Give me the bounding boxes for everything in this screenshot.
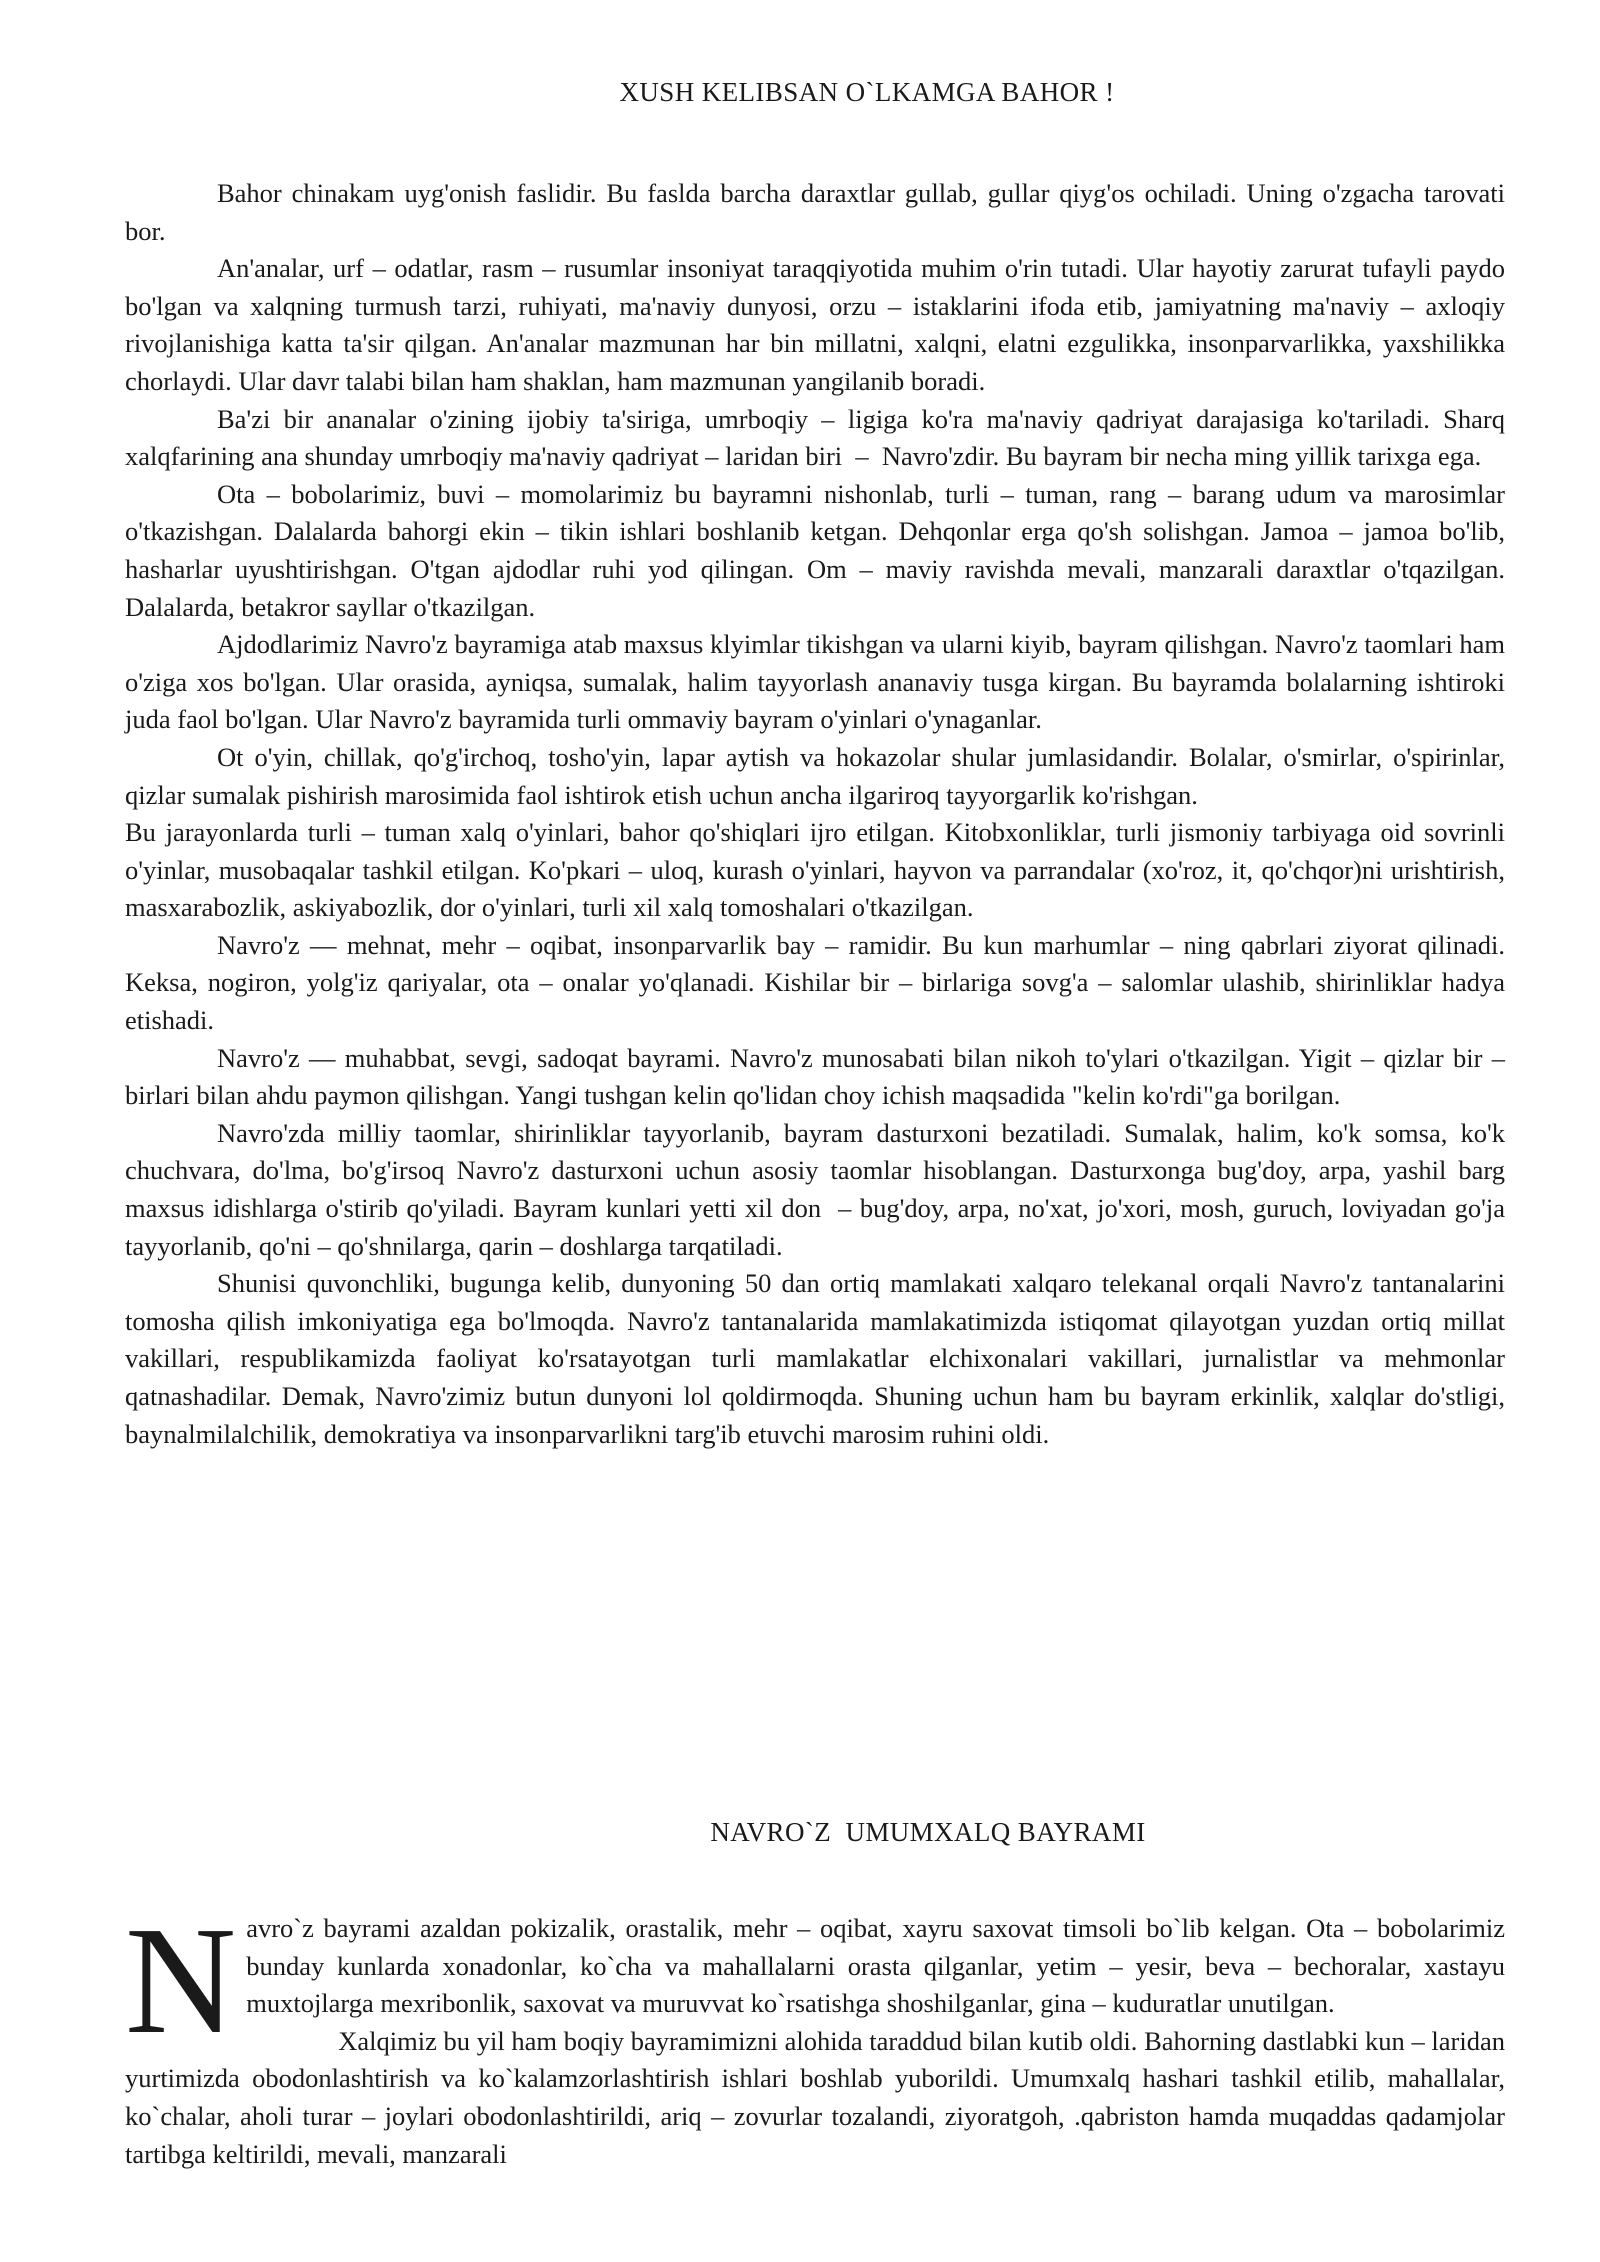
paragraph: Ajdodlarimiz Navro'z bayramiga atab maxsus klyimlar tikishgan va ularni kiyib, bayram qilishgan. Navro'z taomlari ham o'ziga xos bo'lgan. Ular orasida, ayniqsa, sumalak, halim tayyorlash ananaviy tusga kirgan. Bu bayramda bolalarning ishtiroki juda faol bo'lgan. Ular Navro'z bayramida turli ommaviy bayram o'yinlari o'ynaganlar. bbox=[125, 629, 1512, 735]
section-title: NAVRO`Z UMUMXALQ BAYRAMI bbox=[710, 1817, 1146, 1847]
paragraph-text: avro`z bayrami azaldan pokizalik, orastalik, mehr – oqibat, xayru saxovat timsoli bo`lib kelgan. Ota – bobolarimiz bunday kunlarda xonadonlar, ko`cha va mahallalarni orasta qilganlar, yetim – yesir, beva – bechoralar, xastayu muxtojlarga mexribonlik, saxovat va muruvvat ko`rsatishga shoshilganlar, gina – kuduratlar unutilgan. bbox=[246, 1913, 1512, 2019]
drop-cap-paragraph bbox=[125, 1896, 1512, 2066]
drop-cap-letter: N bbox=[125, 1896, 237, 2066]
paragraph: Shunisi quvonchliki, bugunga kelib, dunyoning 50 dan ortiq mamlakati xalqaro telekanal orqali Navro'z tantanalarini tomosha qilish imkoniyatiga ega bo'lmoqda. Navro'z tantanalarida mamlakatimizda istiqomat qilayotgan yuzdan ortiq millat vakillari, respublikamizda faoliyat ko'rsatayotgan turli mamlakatlar elchixonalari vakillari, jurnalistlar va mehmonlar qatnashadilar. Demak, Navro'zimiz butun dunyoni lol qoldirmoqda. Shuning uchun ham bu bayram erkinlik, xalqlar do'stligi, baynalmilalchilik, demokratiya va insonparvarlikni targ'ib etuvchi marosim ruhini oldi. bbox=[125, 1268, 1512, 1449]
paragraph: Ba'zi bir ananalar o'zining ijobiy ta'siriga, umrboqiy – ligiga ko'ra ma'naviy qadriyat darajasiga ko'tariladi. Sharq xalqfarining ana shunday umrboqiy ma'naviy qadriyat – laridan biri – Navro'zdir. Bu bayram bir necha ming yillik tarixga ega. bbox=[125, 403, 1512, 472]
paragraph: Bahor chinakam uyg'onish faslidir. Bu faslda barcha daraxtlar gullab, gullar qiyg'os ochiladi. Uning o'zgacha tarovati bor. bbox=[125, 178, 1512, 246]
paragraph: An'analar, urf – odatlar, rasm – rusumlar insoniyat taraqqiyotida muhim o'rin tutadi. Ular hayotiy zarurat tufayli paydo bo'lgan va xalqning turmush tarzi, ruhiyati, ma'naviy dunyosi, orzu – istaklarini ifoda etib, jamiyatning ma'naviy – axloqiy rivojlanishiga katta ta'sir qilgan. An'analar mazmunan har bin millatni, xalqni, elatni ezgulikka, insonparvarlikka, yaxshilikka chorlaydi. Ular davr talabi bilan ham shaklan, ham mazmunan yangilanib boradi. bbox=[125, 253, 1512, 396]
paragraph: Ota – bobolarimiz, buvi – momolarimiz bu bayramni nishonlab, turli – tuman, rang – barang udum va marosimlar o'tkazishgan. Dalalarda bahorgi ekin – tikin ishlari boshlanib ketgan. Dehqonlar erga qo'sh solishgan. Jamoa – jamoa bo'lib, hasharlar uyushtirishgan. O'tgan ajdodlar ruhi yod qilingan. Om – maviy ravishda mevali, manzarali daraxtlar o'tqazilgan. Dalalarda, betakror sayllar o'tkazilgan. bbox=[125, 478, 1512, 622]
section2-body bbox=[125, 1896, 1512, 2173]
paragraph: Navro'zda milliy taomlar, shirinliklar tayyorlanib, bayram dasturxoni bezatiladi. Sumalak, halim, ko'k somsa, ko'k chuchvara, do'lma, bo'g'irsoq Navro'z dasturxoni uchun asosiy taomlar hisoblangan. Dasturxonga bug'doy, arpa, yashil barg maxsus idishlarga o'stirib qo'yiladi. Bayram kunlari yetti xil don – bug'doy, arpa, no'xat, jo'xori, mosh, guruch, loviyadan go'ja tayyorlanib, qo'ni – qo'shnilarga, qarin – doshlarga tarqatiladi. bbox=[125, 1117, 1512, 1261]
paragraph: Navro'z — mehnat, mehr – oqibat, insonparvarlik bay – ramidir. Bu kun marhumlar – ning qabrlari ziyorat qilinadi. Keksa, nogiron, yolg'iz qariyalar, ota – onalar yo'qlanadi. Kishilar bir – birlariga sovg'a – salomlar ulashib, shirinliklar hadya etishadi. bbox=[125, 929, 1512, 1036]
page-title: XUSH KELIBSAN O`LKAMGA BAHOR ! bbox=[619, 77, 1115, 107]
paragraph: Navro'z — muhabbat, sevgi, sadoqat bayrami. Navro'z munosabati bilan nikoh to'ylari o'tkazilgan. Yigit – qizlar bir – birlari bilan ahdu paymon qilishgan. Yangi tushgan kelin qo'lidan choy ichish maqsadida "kelin ko'rdi"ga borilgan. bbox=[125, 1042, 1512, 1111]
paragraph: Ot o'yin, chillak, qo'g'irchoq, tosho'yin, lapar aytish va hokazolar shular jumlasidandir. Bolalar, o'smirlar, o'spirinlar, qizlar sumalak pishirish marosimida faol ishtirok etish uchun ancha ilgariroq tayyorgarlik ko'rishgan. bbox=[125, 741, 1512, 810]
section1-body bbox=[125, 175, 1512, 1453]
paragraph: Bu jarayonlarda turli – tuman xalq o'yinlari, bahor qo'shiqlari ijro etilgan. Kitobxonliklar, turli jismoniy tarbiyaga oid sovrinli o'yinlar, musobaqalar tashkil etilgan. Ko'pkari – uloq, kurash o'yinlari, hayvon va parrandalar (xo'roz, it, qo'chqor)ni urishtirish, masxarabozlik, askiyabozlik, dor o'yinlari, turli xil xalq tomoshalari o'tkazilgan. bbox=[125, 817, 1512, 923]
paragraph: Xalqimiz bu yil ham boqiy bayramimizni alohida taraddud bilan kutib oldi. Bahorning dastlabki kun – laridan yurtimizda obodonlashtirish va ko`kalamzorlashtirish ishlari boshlab yuborildi. Umumxalq hashari tashkil etilib, mahallalar, ko`chalar, aholi turar – joylari obodonlashtirildi, ariq – zovurlar tozalandi, ziyoratgoh, .qabriston hamda muqaddas qadamjolar tartibga keltirildi, mevali, manzarali bbox=[125, 2025, 1512, 2169]
